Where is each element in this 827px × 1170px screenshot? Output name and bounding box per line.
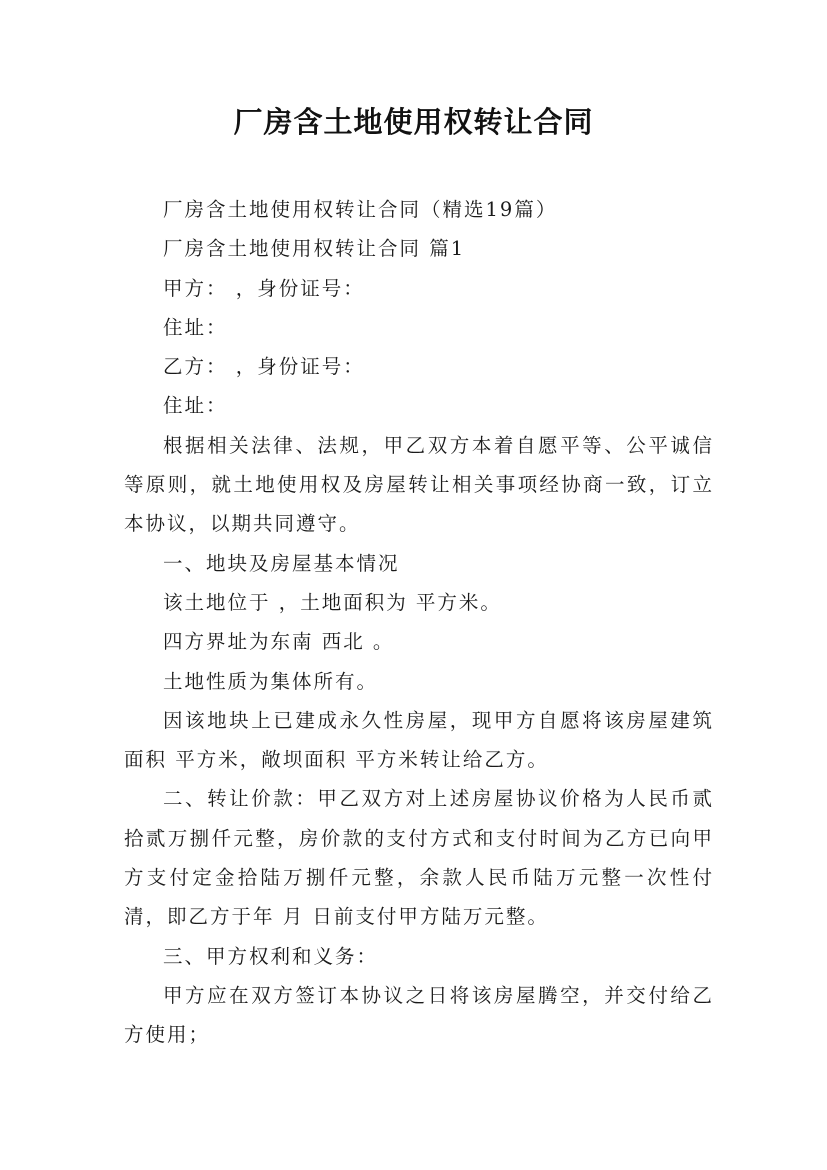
paragraph-building-transfer: 因该地块上已建成永久性房屋，现甲方自愿将该房屋建筑面积 平方米，敞坝面积 平方米转让给乙方。 (124, 708, 714, 772)
document-title: 厂房含土地使用权转让合同 (233, 105, 594, 139)
paragraph-clause-1-heading: 一、地块及房屋基本情况 (163, 551, 400, 575)
paragraph-preamble: 根据相关法律、法规，甲乙双方本着自愿平等、公平诚信等原则，就土地使用权及房屋转让相关事项经协商一致，订立本协议，以期共同遵守。 (124, 433, 714, 536)
paragraph-party-a-obligation: 甲方应在双方签订本协议之日将该房屋腾空，并交付给乙方使用； (124, 983, 714, 1047)
paragraph-party-b: 乙方： ，身份证号： (163, 355, 365, 379)
paragraph-land-nature: 土地性质为集体所有。 (163, 669, 379, 693)
paragraph-party-a: 甲方： ，身份证号： (163, 276, 365, 300)
paragraph-clause-2-price: 二、转让价款：甲乙双方对上述房屋协议价格为人民币贰拾贰万捌仟元整，房价款的支付方式和支付时间为乙方已向甲方支付定金拾陆万捌仟元整，余款人民币陆万元整一次性付清，即乙方于年 月 日前支付甲方陆万元整。 (124, 787, 714, 929)
paragraph-land-location: 该土地位于 ，土地面积为 平方米。 (163, 590, 502, 614)
paragraph-subtitle: 厂房含土地使用权转让合同（精选19篇） (163, 198, 558, 221)
paragraph-boundaries: 四方界址为东南 西北 。 (163, 630, 395, 654)
paragraph-section-heading: 厂房含土地使用权转让合同 篇1 (163, 237, 466, 261)
paragraph-party-a-address: 住址： (163, 315, 228, 339)
paragraph-clause-3-heading: 三、甲方权利和义务： (163, 944, 379, 968)
paragraph-party-b-address: 住址： (163, 394, 228, 418)
document-body (124, 190, 714, 1055)
